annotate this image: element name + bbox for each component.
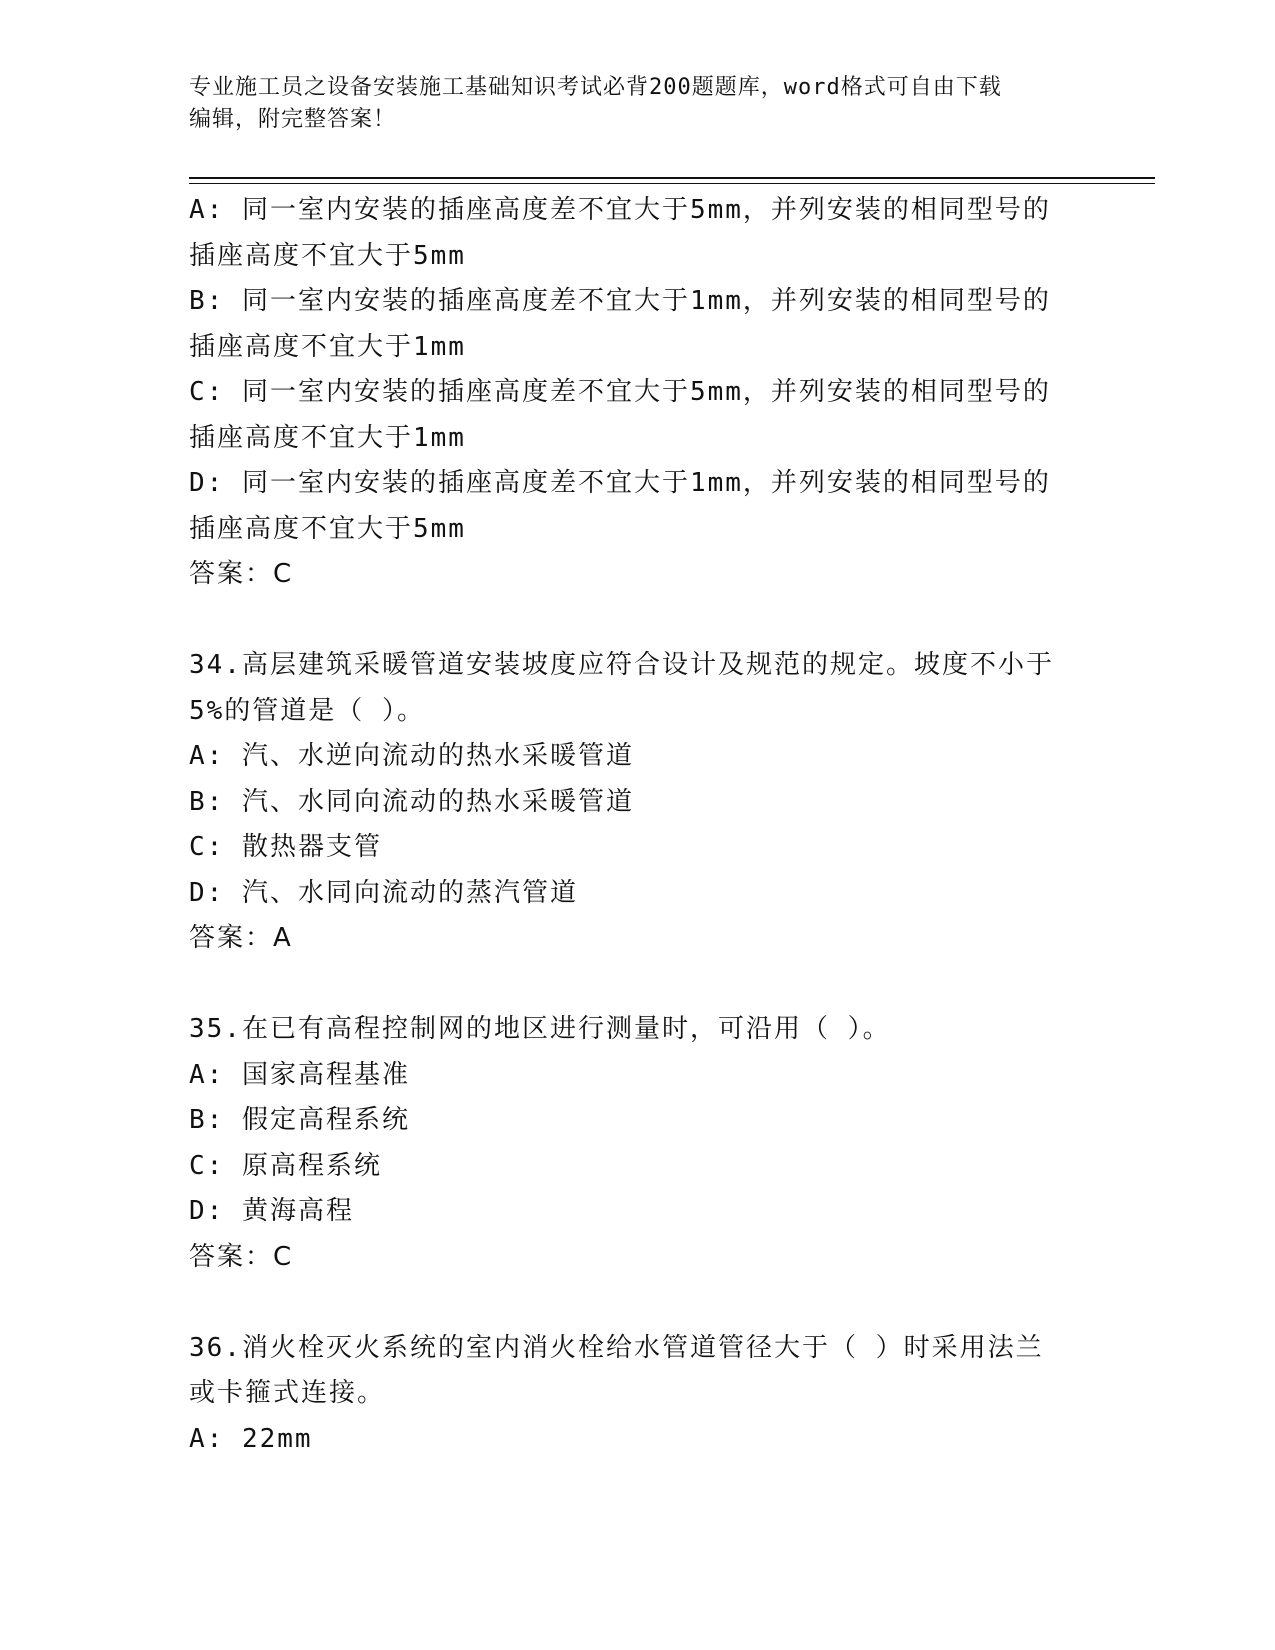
question-36 (189, 1326, 1089, 1463)
option-d: D: 黄海高程 (189, 1196, 354, 1226)
header-title-line-1: 专业施工员之设备安装施工基础知识考试必背200题题库，word格式可自由下载 (189, 75, 1002, 100)
question-34 (189, 643, 1089, 962)
question-33-options (189, 188, 1089, 598)
spacer (189, 962, 1089, 1008)
option-c: C: 散热器支管 (189, 832, 382, 862)
spacer (189, 1280, 1089, 1326)
option-c-line-1: C: 同一室内安装的插座高度差不宜大于5mm，并列安装的相同型号的 (189, 377, 1051, 407)
option-a: A: 汽、水逆向流动的热水采暖管道 (189, 741, 634, 771)
question-35 (189, 1007, 1089, 1280)
option-b-line-1: B: 同一室内安装的插座高度差不宜大于1mm，并列安装的相同型号的 (189, 286, 1051, 316)
spacer (189, 598, 1089, 644)
question-36-text-line-2: 或卡箍式连接。 (189, 1378, 386, 1408)
answer-34: 答案：A (189, 923, 293, 953)
option-a: A: 国家高程基准 (189, 1059, 410, 1090)
option-b: B: 汽、水同向流动的热水采暖管道 (189, 786, 634, 817)
option-a-line-2: 插座高度不宜大于5mm (189, 240, 466, 271)
header-divider-thin (189, 183, 1155, 184)
question-34-text-line-1: 34.高层建筑采暖管道安装坡度应符合设计及规范的规定。坡度不小于 (189, 650, 1054, 680)
option-a: A: 22mm (189, 1423, 313, 1454)
option-a-line-1: A: 同一室内安装的插座高度差不宜大于5mm，并列安装的相同型号的 (189, 195, 1051, 225)
option-d-line-2: 插座高度不宜大于5mm (189, 513, 466, 544)
question-34-text-line-2: 5%的管道是（ ）。 (189, 695, 425, 726)
option-c: C: 原高程系统 (189, 1150, 382, 1181)
header-title-line-2: 编辑，附完整答案！ (189, 107, 397, 132)
option-d-line-1: D: 同一室内安装的插座高度差不宜大于1mm，并列安装的相同型号的 (189, 468, 1051, 498)
question-35-text: 35.在已有高程控制网的地区进行测量时，可沿用（ ）。 (189, 1014, 891, 1044)
option-b: B: 假定高程系统 (189, 1105, 410, 1135)
document-header (189, 72, 1069, 136)
question-36-text-line-1: 36.消火栓灭火系统的室内消火栓给水管道管径大于（ ）时采用法兰 (189, 1332, 1044, 1363)
option-d: D: 汽、水同向流动的蒸汽管道 (189, 877, 578, 908)
answer-35: 答案：C (189, 1241, 294, 1272)
option-b-line-2: 插座高度不宜大于1mm (189, 331, 466, 362)
document-body (189, 188, 1089, 1462)
answer-33: 答案：C (189, 559, 294, 589)
option-c-line-2: 插座高度不宜大于1mm (189, 422, 466, 453)
header-divider-thick (189, 177, 1155, 179)
